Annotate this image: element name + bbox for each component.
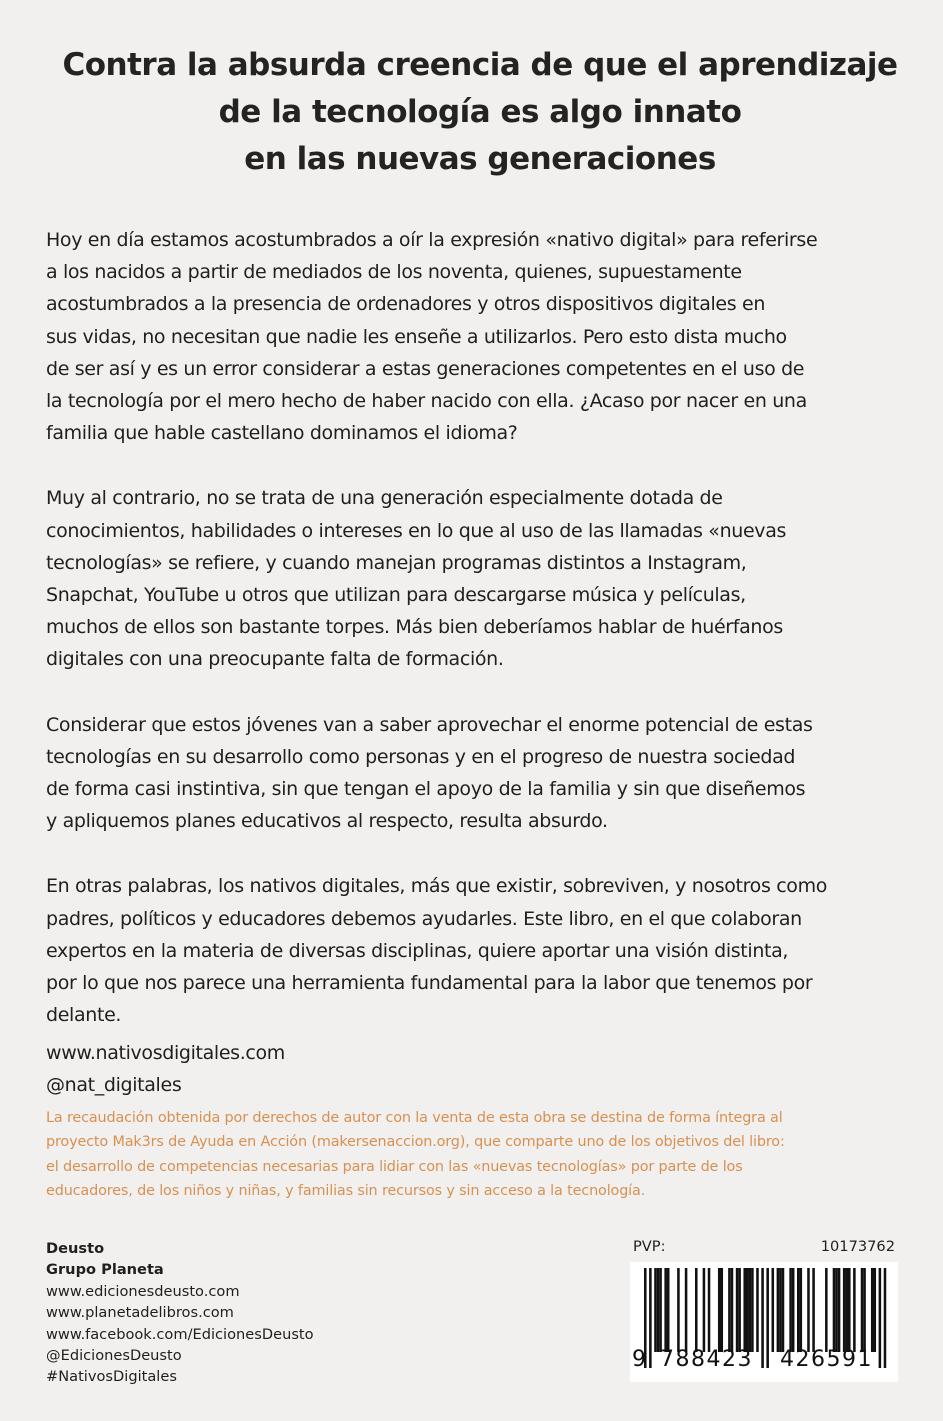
paragraph-1 [46,224,906,449]
barcode-bar [848,1268,851,1352]
headline [30,42,930,183]
publisher-link[interactable]: www.facebook.com/EdicionesDeusto [46,1325,314,1343]
barcode-bar [659,1268,662,1352]
publisher-group: Grupo Planeta [46,1261,164,1279]
isbn-first-digit: 9 [632,1347,648,1372]
isbn-left-group: 788423 [660,1347,753,1372]
price-label: PVP: [633,1238,666,1255]
barcode-bar [863,1268,866,1352]
publisher-name: Deusto [46,1240,105,1257]
barcode-bar [861,1268,864,1352]
barcode-bar [736,1268,739,1352]
barcode-bar [657,1268,660,1352]
barcode-bar [756,1268,759,1352]
barcode-bar [797,1268,800,1352]
website-link[interactable]: www.nativosdigitales.com [46,1042,285,1064]
isbn-digits [630,1347,898,1377]
headline-line: Contra la absurda creencia de que el aprendizaje [62,47,898,83]
barcode-bar [845,1268,848,1352]
barcode-bar [835,1268,838,1352]
barcode-bar [685,1268,688,1352]
publisher-link[interactable]: #NativosDigitales [46,1368,177,1386]
barcode-bar [772,1268,775,1352]
barcode-bar [677,1268,680,1352]
text-line: tecnologías» se refiere, y cuando manejan programas distintos a Instagram, [46,551,747,574]
paragraph-4 [46,870,906,1031]
barcode-bar [843,1268,846,1352]
publisher-link[interactable]: www.planetadelibros.com [46,1304,234,1322]
publisher-link[interactable]: @EdicionesDeusto [46,1347,182,1365]
barcode-bar [807,1268,810,1352]
text-line: Considerar que estos jóvenes van a saber aprovechar el enorme potencial de estas [46,713,813,736]
barcode-bar [777,1268,780,1352]
text-line: acostumbrados a la presencia de ordenadores y otros dispositivos digitales en [46,293,766,316]
publisher-link[interactable]: www.edicionesdeusto.com [46,1282,240,1300]
publisher-info [46,1238,314,1388]
barcode-bar [782,1268,785,1352]
text-line: En otras palabras, los nativos digitales, más que existir, sobreviven, y nosotros como [46,875,828,898]
barcode-bar [812,1268,815,1352]
barcode-bar [800,1268,803,1352]
barcode-bar [708,1268,711,1352]
charity-note [46,1106,906,1204]
text-line: a los nacidos a partir de mediados de los noventa, quienes, supuestamente [46,261,742,284]
barcode-bar [738,1268,741,1352]
barcode-bar [749,1268,752,1352]
note-line: educadores, de los niños y niñas, y familias sin recursos y sin acceso a la tecnología. [46,1183,646,1200]
barcode-bar [743,1268,746,1352]
paragraph-2 [46,482,906,675]
note-line: el desarrollo de competencias necesarias para lidiar con las «nuevas tecnologías» por parte de los [46,1158,743,1175]
barcode-bar [654,1268,657,1352]
headline-line: de la tecnología es algo innato [218,94,742,130]
barcode-bar [667,1268,670,1352]
barcode-bar [789,1268,792,1352]
barcode-bar [731,1268,734,1352]
paragraph-3 [46,709,906,838]
twitter-handle[interactable]: @nat_digitales [46,1074,182,1096]
barcode-bar [833,1268,836,1352]
barcode-bar [874,1268,877,1352]
note-line: La recaudación obtenida por derechos de autor con la venta de esta obra se destina de forma íntegra al [46,1110,783,1126]
text-line: familia que hable castellano dominamos el idioma? [46,422,518,445]
barcode-bar [853,1268,856,1352]
barcode-bar [871,1268,874,1352]
text-line: de forma casi instintiva, sin que tengan el apoyo de la familia y sin que diseñemos [46,778,806,801]
barcode-bar [825,1268,828,1352]
barcode-bar [703,1268,706,1352]
text-line: expertos en la materia de diversas disciplinas, quiere aportar una visión distinta, [46,939,789,962]
barcode-bar [695,1268,698,1352]
barcode-bar [728,1268,731,1352]
barcode-bar [664,1268,667,1352]
text-line: de ser así y es un error considerar a estas generaciones competentes en el uso de [46,357,805,380]
text-line: muchos de ellos son bastante torpes. Más bien deberíamos hablar de huérfanos [46,616,783,639]
text-line: Muy al contrario, no se trata de una generación especialmente dotada de [46,487,723,510]
barcode-bar [721,1268,724,1352]
barcode-bar [746,1268,749,1352]
text-line: digitales con una preocupante falta de formación. [46,648,504,671]
text-line: tecnologías en su desarrollo como personas y en el progreso de nuestra sociedad [46,745,796,768]
barcode-bar [751,1268,754,1352]
note-line: proyecto Mak3rs de Ayuda en Acción (makersenaccion.org), que comparte uno de los objetivos del libro: [46,1134,785,1151]
book-links [46,1037,285,1101]
headline-line: en las nuevas generaciones [244,141,716,177]
text-line: la tecnología por el mero hecho de haber nacido con ella. ¿Acaso por nacer en una [46,390,807,413]
synopsis [46,224,906,1064]
text-line: delante. [46,1004,122,1027]
isbn-right-group: 426591 [780,1347,873,1372]
text-line: Hoy en día estamos acostumbrados a oír la expresión «nativo digital» para referirse [46,229,818,251]
barcode-bar [838,1268,841,1352]
barcode-bar [718,1268,721,1352]
barcode-bar [792,1268,795,1352]
text-line: sus vidas, no necesitan que nadie les enseñe a utilizarlos. Pero esto dista mucho [46,325,787,348]
text-line: por lo que nos parece una herramienta fundamental para la labor que tenemos por [46,972,813,995]
text-line: y apliquemos planes educativos al respecto, resulta absurdo. [46,810,608,833]
text-line: conocimientos, habilidades o intereses en lo que al uso de las llamadas «nuevas [46,519,787,542]
text-line: Snapchat, YouTube u otros que utilizan para descargarse música y películas, [46,584,746,607]
price-code: 10173762 [820,1238,895,1255]
text-line: padres, políticos y educadores debemos ayudarles. Este libro, en el que colaboran [46,907,802,930]
barcode-bar [779,1268,782,1352]
